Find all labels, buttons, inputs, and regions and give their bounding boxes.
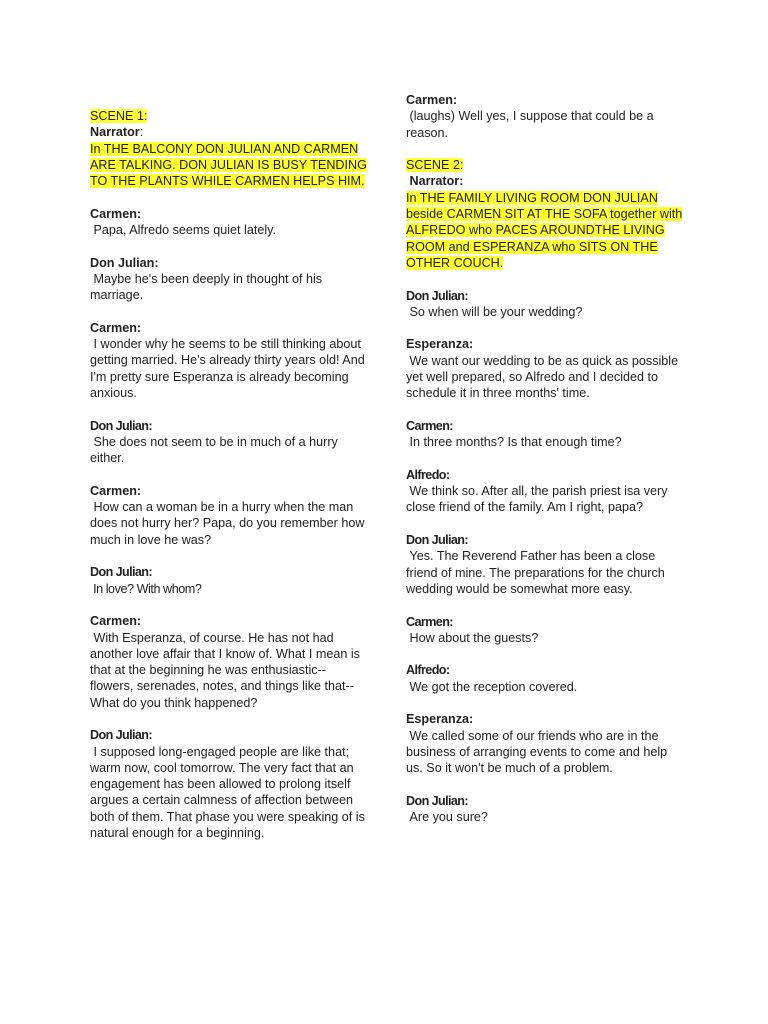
dialogue-line [406,336,686,401]
speaker-name: Carmen: [406,418,453,433]
speaker-name: Carmen: [90,206,142,221]
speaker-name: Don Julian: [406,793,468,808]
speaker-name: Alfredo: [406,663,450,678]
dialogue-text: We want our wedding to be as quick as possible yet well prepared, so Alfredo and I decided to schedule it in three months' time. [406,353,682,401]
dialogue-line [90,255,368,304]
dialogue-line [90,727,368,841]
dialogue-text: We got the reception covered. [406,679,578,694]
dialogue-text: Papa, Alfredo seems quiet lately. [90,223,276,238]
speaker-name: Carmen: [406,93,458,107]
dialogue-text: We think so. After all, the parish priest isa very close friend of the family. Am I right, papa? [406,484,672,515]
left-column [90,0,368,858]
scene-1-heading: SCENE 1: [90,109,148,123]
scene-2-heading: SCENE 2: [406,158,464,173]
dialogue-line [406,92,686,141]
speaker-name: Don Julian: [90,728,152,743]
dialogue-text: How can a woman be in a hurry when the man does not hurry her? Papa, do you remember how much in love he was? [90,500,368,547]
dialogue-line [90,613,368,711]
dialogue-text: We called some of our friends who are in the business of arranging events to come and help us. So it won't be much of a problem. [406,728,671,776]
scene-1-block [90,108,368,189]
dialogue-text: With Esperanza, of course. He has not had another love affair that I know of. What I mean is that at the beginning he was enthusiastic--flowers, serenades, notes, and things like that--What do you think happened? [90,630,364,710]
dialogue-text: I wonder why he seems to be still thinking about getting married. He's already thirty years old! And I'm pretty sure Esperanza is already becoming anxious. [90,337,369,401]
speaker-name: Don Julian: [90,565,152,580]
speaker-name: Alfredo: [406,467,450,482]
speaker-name: Don Julian: [406,288,468,303]
scene-1-direction: In THE BALCONY DON JULIAN AND CARMEN ARE TALKING. DON JULIAN IS BUSY TENDING TO THE PLANTS WHILE CARMEN HELPS HIM. [90,141,367,189]
dialogue-text: So when will be your wedding? [406,304,583,319]
speaker-name: Don Julian: [406,533,468,548]
dialogue-line [406,467,686,516]
dialogue-text: I supposed long-engaged people are like that; warm now, cool tomorrow. The very fact that an engagement has been allowed to prolong itself argues a certain calmness of affection between both of them. That phase you were speaking of is natural enough for a beginning. [90,744,369,841]
dialogue-text: She does not seem to be in much of a hurry either. [90,434,342,466]
dialogue-text: In three months? Is that enough time? [406,435,622,450]
dialogue-line [406,793,686,826]
dialogue-line [90,483,368,548]
dialogue-text: Maybe he's been deeply in thought of his marriage. [90,271,326,303]
dialogue-line [406,614,686,647]
dialogue-line [406,532,686,597]
speaker-name: Esperanza: [406,337,474,352]
dialogue-text: Are you sure? [406,810,488,825]
speaker-name: Carmen: [90,614,142,629]
dialogue-text: Yes. The Reverend Father has been a close friend of mine. The preparations for the church wedding would be somewhat more easy. [406,549,669,596]
dialogue-line [90,564,368,597]
speaker-name: Carmen: [406,614,453,629]
dialogue-text: In love? With whom? [90,581,202,596]
speaker-name: Carmen: [90,320,142,335]
dialogue-line [90,320,368,401]
speaker-name: Don Julian: [90,418,152,433]
scene-1-narrator-label: Narrator: [90,125,144,140]
dialogue-line [406,288,686,321]
speaker-name: Carmen: [90,483,142,498]
dialogue-line [406,418,686,451]
speaker-name: Don Julian: [90,255,159,270]
scene-2-narrator-label: Narrator: [409,174,464,189]
dialogue-line [406,662,686,695]
right-column [406,0,686,842]
dialogue-text: How about the guests? [406,630,539,645]
speaker-name: Esperanza: [406,712,474,727]
scene-2-block [406,157,686,271]
dialogue-text: (laughs) Well yes, I suppose that could be a reason. [406,109,658,140]
scene-2-direction: In THE FAMILY LIVING ROOM DON JULIAN beside CARMEN SIT AT THE SOFA together with ALFREDO who PACES AROUNDTHE LIVING ROOM and ESPERANZA who SITS ON THE OTHER COUCH. [406,190,683,270]
dialogue-line [406,711,686,776]
dialogue-line [90,418,368,467]
dialogue-line [90,206,368,239]
